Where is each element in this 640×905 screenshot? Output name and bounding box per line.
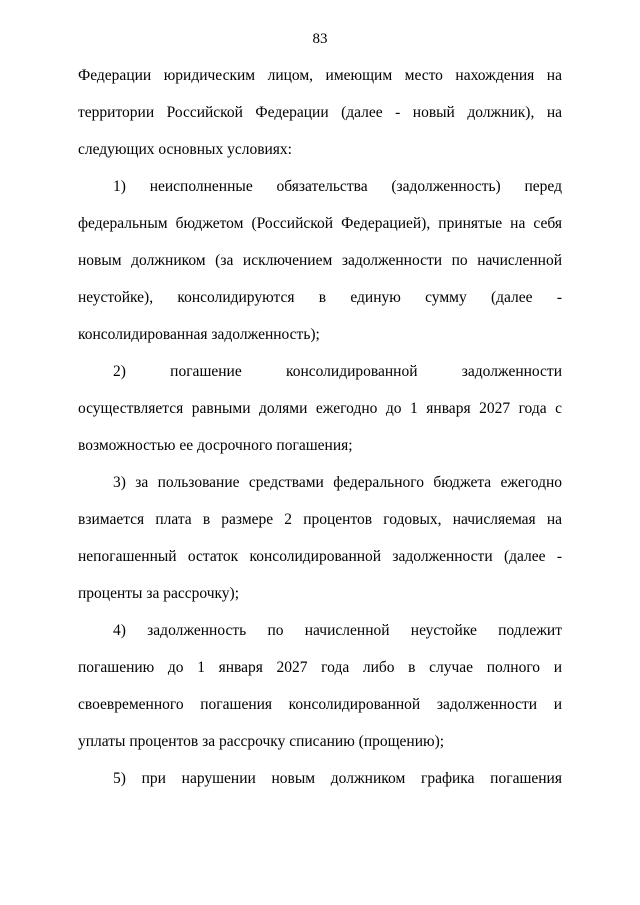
- text-line: своевременного погашения консолидированной задолженности и: [78, 696, 562, 713]
- text-line: осуществляется равными долями ежегодно до 1 января 2027 года с: [78, 400, 562, 417]
- text-line: проценты за рассрочку);: [78, 585, 240, 602]
- text-line: 4) задолженность по начисленной неустойке подлежит: [113, 622, 562, 639]
- text-line: 2) погашение консолидированной задолженности: [113, 363, 562, 380]
- page-number: 83: [312, 31, 328, 47]
- text-line: новым должником (за исключением задолженности по начисленной: [78, 252, 562, 269]
- text-line: 5) при нарушении новым должником графика погашения: [113, 770, 562, 787]
- text-line: федеральным бюджетом (Российской Федерацией), принятые на себя: [78, 215, 562, 232]
- text-line: следующих основных условиях:: [78, 141, 292, 158]
- text-line: 1) неисполненные обязательства (задолженность) перед: [113, 178, 562, 195]
- text-line: возможностью ее досрочного погашения;: [78, 437, 353, 454]
- text-line: неустойке), консолидируются в единую сумму (далее -: [78, 289, 562, 306]
- text-line: Федерации юридическим лицом, имеющим место нахождения на: [78, 67, 562, 84]
- text-line: уплаты процентов за рассрочку списанию (прощению);: [78, 733, 445, 750]
- body-text: [78, 64, 562, 804]
- text-line: взимается плата в размере 2 процентов годовых, начисляемая на: [78, 511, 562, 528]
- text-line: территории Российской Федерации (далее - новый должник), на: [78, 104, 562, 121]
- text-line: погашению до 1 января 2027 года либо в случае полного и: [78, 659, 562, 676]
- text-line: непогашенный остаток консолидированной задолженности (далее -: [78, 548, 562, 565]
- text-line: консолидированная задолженность);: [78, 326, 320, 343]
- text-line: 3) за пользование средствами федерального бюджета ежегодно: [113, 474, 562, 491]
